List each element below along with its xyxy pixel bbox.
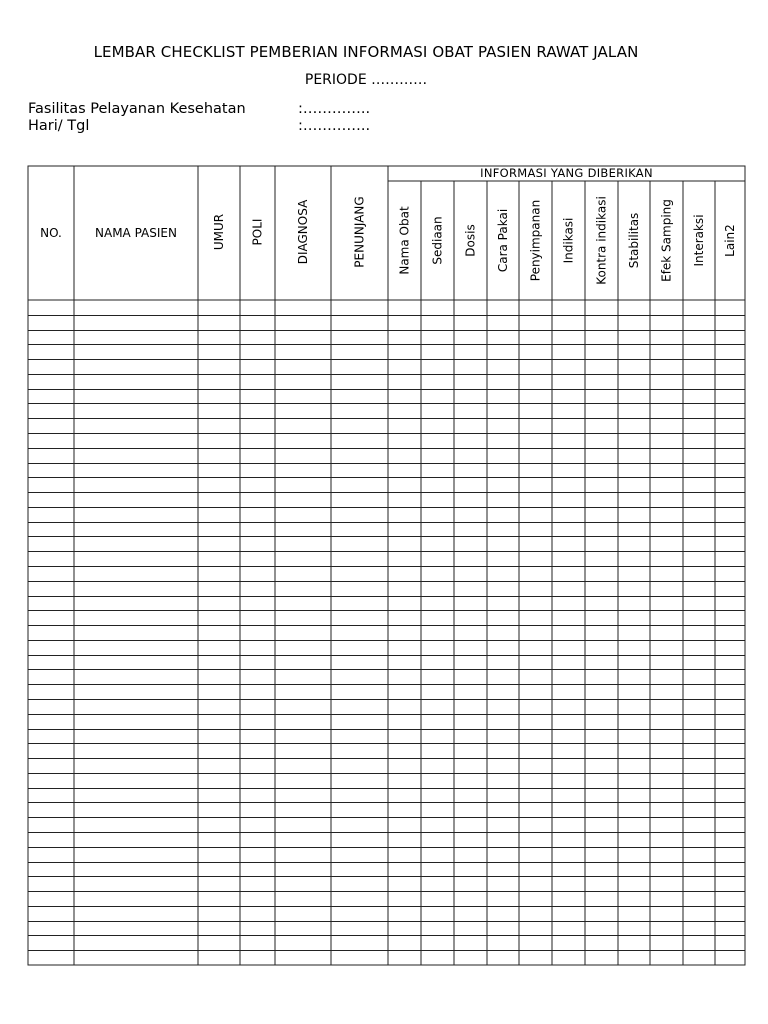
- column-header-no: NO.: [40, 226, 62, 240]
- table-row[interactable]: [28, 743, 745, 758]
- info-header-efek-samping: Efek Samping: [659, 199, 674, 282]
- table-row[interactable]: [28, 699, 745, 714]
- info-header-lain2: Lain2: [723, 224, 737, 257]
- table-row[interactable]: [28, 802, 745, 817]
- table-row[interactable]: [28, 507, 745, 522]
- periode-line: PERIODE …………: [304, 72, 428, 88]
- date-value[interactable]: :…………..: [298, 118, 371, 134]
- info-header-sediaan: Sediaan: [430, 216, 445, 265]
- facility-value[interactable]: :…………..: [298, 101, 371, 117]
- info-header-indikasi: Indikasi: [561, 217, 576, 264]
- table-row[interactable]: [28, 551, 745, 566]
- table-row[interactable]: [28, 596, 745, 611]
- column-header-diagnosa: DIAGNOSA: [296, 199, 310, 265]
- table-row[interactable]: [28, 315, 745, 330]
- table-row[interactable]: [28, 640, 745, 655]
- column-header-poli: POLI: [250, 218, 265, 246]
- table-row[interactable]: [28, 610, 745, 625]
- info-header-nama-obat: Nama Obat: [397, 206, 412, 275]
- facility-label: Fasilitas Pelayanan Kesehatan: [28, 101, 246, 117]
- table-row[interactable]: [28, 788, 745, 803]
- table-row[interactable]: [28, 950, 745, 965]
- table-row[interactable]: [28, 655, 745, 670]
- table-row[interactable]: [28, 935, 745, 950]
- table-row[interactable]: [28, 714, 745, 729]
- table-row[interactable]: [28, 758, 745, 773]
- table-row[interactable]: [28, 300, 745, 315]
- table-row[interactable]: [28, 862, 745, 877]
- info-header-kontra-indikasi: Kontra indikasi: [594, 196, 609, 285]
- table-row[interactable]: [28, 492, 745, 507]
- date-label: Hari/ Tgl: [28, 118, 90, 134]
- table-row[interactable]: [28, 876, 745, 891]
- table-row[interactable]: [28, 566, 745, 581]
- table-row[interactable]: [28, 463, 745, 478]
- table-row[interactable]: [28, 906, 745, 921]
- table-row[interactable]: [28, 773, 745, 788]
- info-header-cara-pakai: Cara Pakai: [496, 208, 510, 273]
- table-row[interactable]: [28, 921, 745, 936]
- table-row[interactable]: [28, 403, 745, 418]
- group-header-informasi: INFORMASI YANG DIBERIKAN: [480, 166, 653, 180]
- column-header-penunjang: PENUNJANG: [352, 196, 367, 268]
- table-row[interactable]: [28, 684, 745, 699]
- table-row[interactable]: [28, 448, 745, 463]
- info-header-interaksi: Interaksi: [692, 214, 706, 267]
- table-row[interactable]: [28, 536, 745, 551]
- table-row[interactable]: [28, 522, 745, 537]
- table-row[interactable]: [28, 477, 745, 492]
- info-header-stabilitas: Stabilitas: [627, 212, 641, 269]
- table-row[interactable]: [28, 832, 745, 847]
- table-row[interactable]: [28, 433, 745, 448]
- table-row[interactable]: [28, 389, 745, 404]
- info-header-dosis: Dosis: [463, 224, 478, 257]
- column-header-umur: UMUR: [212, 213, 226, 251]
- table-row[interactable]: [28, 625, 745, 640]
- info-header-penyimpanan: Penyimpanan: [528, 199, 543, 282]
- table-row[interactable]: [28, 669, 745, 684]
- table-row[interactable]: [28, 581, 745, 596]
- table-row[interactable]: [28, 344, 745, 359]
- column-header-nama-pasien: NAMA PASIEN: [95, 226, 177, 240]
- table-row[interactable]: [28, 418, 745, 433]
- table-row[interactable]: [28, 330, 745, 345]
- table-row[interactable]: [28, 891, 745, 906]
- document-title: LEMBAR CHECKLIST PEMBERIAN INFORMASI OBAT PASIEN RAWAT JALAN: [93, 43, 639, 61]
- table-row[interactable]: [28, 729, 745, 744]
- table-row[interactable]: [28, 847, 745, 862]
- table-row[interactable]: [28, 817, 745, 832]
- table-row[interactable]: [28, 359, 745, 374]
- table-row[interactable]: [28, 374, 745, 389]
